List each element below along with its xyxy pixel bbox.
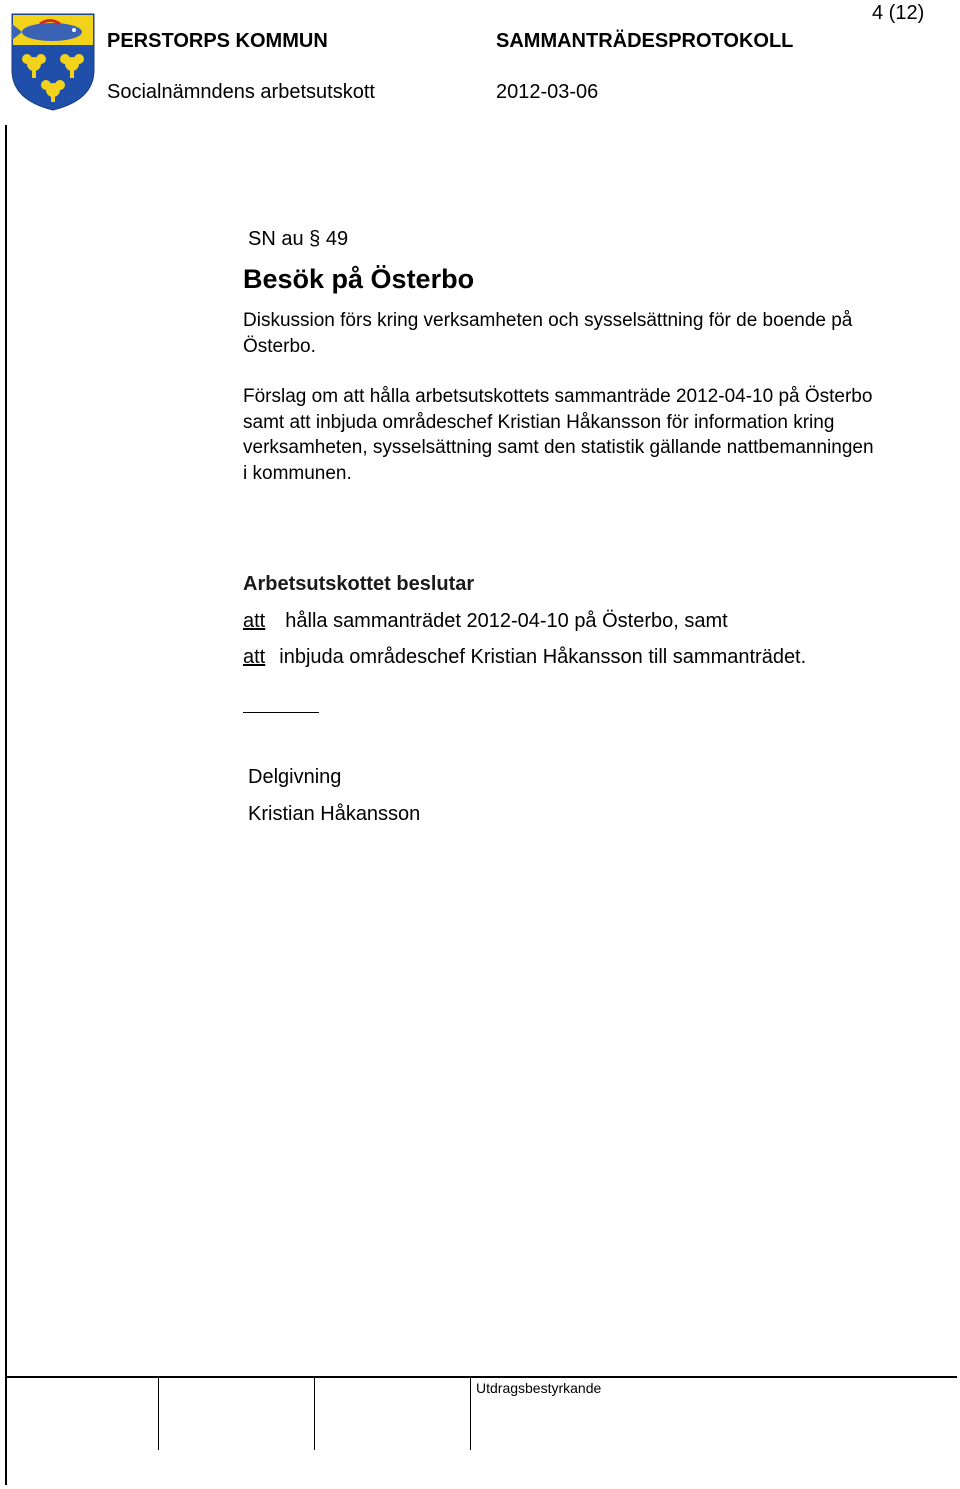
org-name: PERSTORPS KOMMUN — [107, 30, 328, 52]
separator-line — [243, 712, 319, 713]
paragraph-discussion: Diskussion förs kring verksamheten och sysselsättning för de boende på Österbo. — [243, 310, 853, 357]
coat-of-arms-icon — [10, 12, 96, 112]
page-number: 4 (12) — [872, 2, 925, 24]
decision-prefix: att — [243, 610, 266, 632]
decision-text: hålla sammanträdet 2012-04-10 på Österbo, samt — [285, 610, 728, 632]
footer-divider — [470, 1378, 471, 1450]
committee-name: Socialnämndens arbetsutskott — [107, 81, 375, 103]
delivery-recipient: Kristian Håkansson — [248, 803, 421, 825]
extract-label: Utdragsbestyrkande — [476, 1380, 602, 1396]
paragraph-proposal: Förslag om att hålla arbetsutskottets sammanträde 2012-04-10 på Österbo samt att inbjuda områdeschef Kristian Håkansson för information kring verksamheten, sysselsättning samt den statistik gällande nattbemanningen i kommunen. — [243, 386, 874, 484]
decision-text: inbjuda områdeschef Kristian Håkansson till sammanträdet. — [279, 646, 807, 668]
doc-type: SAMMANTRÄDESPROTOKOLL — [496, 30, 794, 52]
section-ref: SN au § 49 — [248, 228, 349, 250]
footer-divider — [314, 1378, 315, 1450]
footer-top-line — [5, 1376, 957, 1378]
meeting-date: 2012-03-06 — [496, 81, 599, 103]
decision-item-2 — [243, 646, 806, 669]
delivery-label: Delgivning — [248, 766, 342, 788]
section-title: Besök på Österbo — [243, 264, 475, 294]
footer-divider — [158, 1378, 159, 1450]
decision-prefix: att — [243, 646, 266, 668]
decision-heading: Arbetsutskottet beslutar — [243, 573, 475, 595]
decision-item-1 — [243, 610, 728, 633]
left-margin-line — [5, 125, 7, 1485]
